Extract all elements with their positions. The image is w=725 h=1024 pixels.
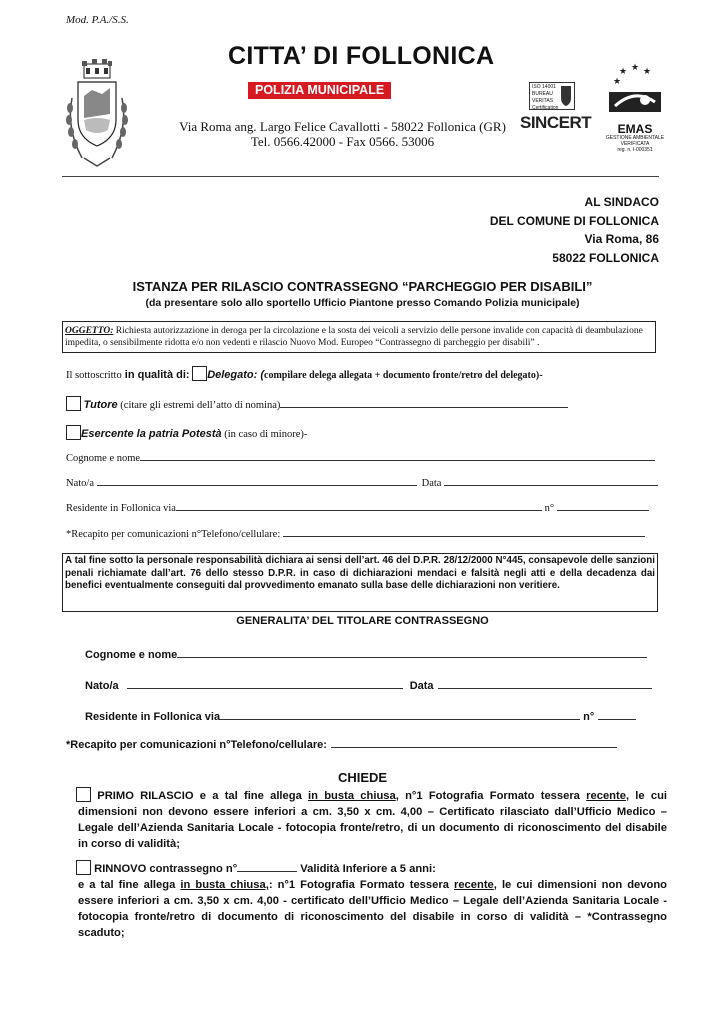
- applicant-number-label: n°: [544, 503, 555, 514]
- emas-text: EMAS: [617, 122, 653, 136]
- first-release-text-b: , n°1 Fotografia Formato tessera: [395, 790, 587, 802]
- applicant-contact-field[interactable]: [283, 527, 645, 537]
- renewal-text-b: Validità Inferiore a 5 anni:: [297, 863, 436, 875]
- phone-line: Tel. 0566.42000 - Fax 0566. 53006: [250, 134, 435, 149]
- header-divider: [62, 176, 659, 177]
- address-line: Via Roma ang. Largo Felice Cavallotti - 58022 Follonica (GR): [179, 119, 506, 134]
- recipient-line-4: 58022 FOLLONICA: [552, 250, 659, 265]
- tutore-note: (citare gli estremi dell’atto di nomina): [117, 400, 281, 411]
- cert-text: Certification: [532, 105, 559, 111]
- svg-text:★: ★: [613, 77, 622, 87]
- holder-contact-label: *Recapito per comunicazioni n°Telefono/cellulare:: [66, 739, 327, 751]
- request-title: CHIEDE: [337, 770, 388, 785]
- holder-date-field[interactable]: [438, 679, 652, 689]
- form-subtitle: (da presentare solo allo sportello Ufficio Piantone presso Comando Polizia municipale): [145, 297, 580, 309]
- svg-text:★: ★: [643, 67, 652, 77]
- sincert-certification-logo: [515, 82, 595, 142]
- svg-text:★: ★: [631, 63, 640, 73]
- applicant-name-row: [66, 451, 655, 464]
- holder-date-label: Data: [409, 680, 434, 692]
- address-block: [170, 119, 515, 149]
- first-release-envelope: in busta chiusa: [308, 790, 396, 802]
- holder-address-field[interactable]: [220, 710, 580, 720]
- renewal-text-a: RINNOVO contrassegno n°: [91, 863, 238, 875]
- city-crest-logo: [62, 58, 132, 176]
- recipient-block: [490, 193, 659, 267]
- subject-text: Richiesta autorizzazione in deroga per la circolazione e la sosta dei veicoli a servizio delle persone invalide con capacità di deambulazione impedita, o sensibilmente ridotta e/o non vedenti e rilascio Nuovo Mod. Europeo “Contrassegno di parcheggio per disabili” .: [65, 326, 643, 348]
- declaration-box: A tal fine sotto la personale responsabilità dichiara ai sensi dell’art. 46 del D.P.R. 28/12/2000 N°445, consapevole delle sanzioni penali richiamate dall’art. 76 dello stesso D.P.R. in caso di dichiarazioni mendaci e falsità negli atti e della decadenza dai benefici eventualmente conseguiti dal provvedimento emanato sulla base delle dichiarazioni non veritiere.: [62, 553, 658, 612]
- applicant-role-row: [66, 366, 543, 381]
- applicant-name-label: Cognome e nome: [66, 453, 141, 464]
- tutore-field[interactable]: [280, 398, 568, 408]
- emas-stars-icon: [605, 62, 665, 118]
- delegato-note: compilare delega allegata + documento fronte/retro del delegato)-: [264, 370, 543, 381]
- applicant-date-label: Data: [421, 478, 442, 489]
- renewal-envelope: in busta chiusa,: [180, 879, 269, 891]
- first-release-recent: recente: [586, 790, 626, 802]
- renewal-text-d: : n°1 Fotografia Formato tessera: [268, 879, 454, 891]
- applicant-address-field[interactable]: [176, 501, 542, 511]
- first-release-text-a: PRIMO RILASCIO e a tal fine allega: [91, 790, 309, 802]
- bureau-text: BUREAU VERITAS: [532, 91, 554, 104]
- first-release-text-c: , le cui dimensioni non devono essere inferiori a cm. 3,50 x cm. 4,00 – Certificato rilasciato dall’Ufficio Medico – Legale dell’Azienda Sanitaria Locale - fotocopia fronte/retro, di un documento di riconoscimento del disabile in corso di validità;: [78, 790, 668, 850]
- holder-address-label: Residente in Follonica via: [85, 711, 221, 723]
- recipient-line-3: Via Roma, 86: [584, 232, 659, 246]
- emas-sub1: GESTIONE AMBIENTALE: [605, 135, 665, 141]
- applicant-birthplace-field[interactable]: [97, 476, 417, 486]
- holder-number-label: n°: [583, 711, 595, 723]
- esercente-row: [66, 425, 307, 440]
- qualita-label: in qualità di:: [121, 369, 190, 381]
- holder-contact-field[interactable]: [331, 738, 617, 748]
- tutore-label: Tutore: [83, 399, 118, 411]
- holder-birthplace-field[interactable]: [127, 679, 403, 689]
- model-reference: Mod. P.A./S.S.: [66, 14, 129, 26]
- applicant-name-field[interactable]: [140, 451, 655, 461]
- city-name: CITTA’ DI FOLLONICA: [228, 42, 495, 70]
- esercente-label: Esercente la patria Potestà: [81, 428, 222, 440]
- renewal-paragraph: [78, 860, 667, 941]
- first-release-paragraph: [78, 787, 667, 852]
- delegato-label: Delegato: (: [207, 369, 265, 381]
- holder-contact-row: [66, 738, 617, 751]
- applicant-address-row: [66, 501, 649, 514]
- applicant-contact-label: *Recapito per comunicazioni n°Telefono/cellulare:: [66, 529, 281, 540]
- applicant-birth-row: [66, 476, 658, 489]
- tutore-checkbox[interactable]: [66, 396, 81, 411]
- renewal-text-c: e a tal fine allega: [78, 879, 181, 891]
- recipient-line-1: AL SINDACO: [584, 195, 659, 209]
- subject-box: [62, 321, 656, 353]
- holder-name-field[interactable]: [177, 648, 647, 658]
- department-badge: POLIZIA MUNICIPALE: [248, 82, 391, 99]
- holder-name-row: [85, 648, 647, 661]
- applicant-date-field[interactable]: [444, 476, 658, 486]
- sincert-text: SINCERT: [520, 113, 592, 132]
- applicant-intro: Il sottoscritto: [66, 370, 122, 381]
- holder-section-title: GENERALITA’ DEL TITOLARE CONTRASSEGNO: [236, 615, 489, 627]
- holder-address-row: [85, 710, 636, 723]
- iso-text: ISO 14001: [532, 84, 556, 90]
- renewal-checkbox[interactable]: [76, 860, 91, 875]
- bureau-veritas-icon: [559, 84, 573, 108]
- renewal-first-line: [78, 860, 667, 877]
- form-title: ISTANZA PER RILASCIO CONTRASSEGNO “PARCHEGGIO PER DISABILI”: [132, 279, 593, 294]
- applicant-contact-row: [66, 527, 645, 540]
- first-release-checkbox[interactable]: [76, 787, 91, 802]
- holder-birth-row: [85, 679, 652, 692]
- renewal-recent: recente: [453, 879, 494, 891]
- esercente-note: (in caso di minore)-: [221, 429, 308, 440]
- emas-reg: reg. n. I-000351: [617, 147, 653, 153]
- emas-sub2: VERIFICATA: [620, 141, 650, 147]
- emas-logo: [605, 62, 665, 154]
- delegato-checkbox[interactable]: [192, 366, 207, 381]
- subject-label: OGGETTO:: [65, 326, 114, 336]
- holder-birthplace-label: Nato/a: [85, 680, 119, 692]
- applicant-number-field[interactable]: [557, 501, 649, 511]
- esercente-checkbox[interactable]: [66, 425, 81, 440]
- recipient-line-2: DEL COMUNE DI FOLLONICA: [489, 213, 659, 228]
- svg-text:★: ★: [619, 67, 628, 77]
- renewal-text-e: , le cui dimensioni non devono essere inferiori a cm. 3,50 x cm. 4,00 - certificato dell’Ufficio Medico – Legale dell’Azienda Sanitaria Locale - fotocopia fronte/retro di documento di riconoscimento del disabile in corso di validità – *Contrassegno scaduto;: [78, 879, 667, 939]
- holder-name-label: Cognome e nome: [85, 649, 178, 661]
- renewal-number-field[interactable]: [237, 862, 297, 872]
- applicant-address-label: Residente in Follonica via: [66, 503, 176, 514]
- holder-number-field[interactable]: [598, 710, 636, 720]
- applicant-birthplace-label: Nato/a: [66, 478, 94, 489]
- tutore-row: [66, 396, 568, 411]
